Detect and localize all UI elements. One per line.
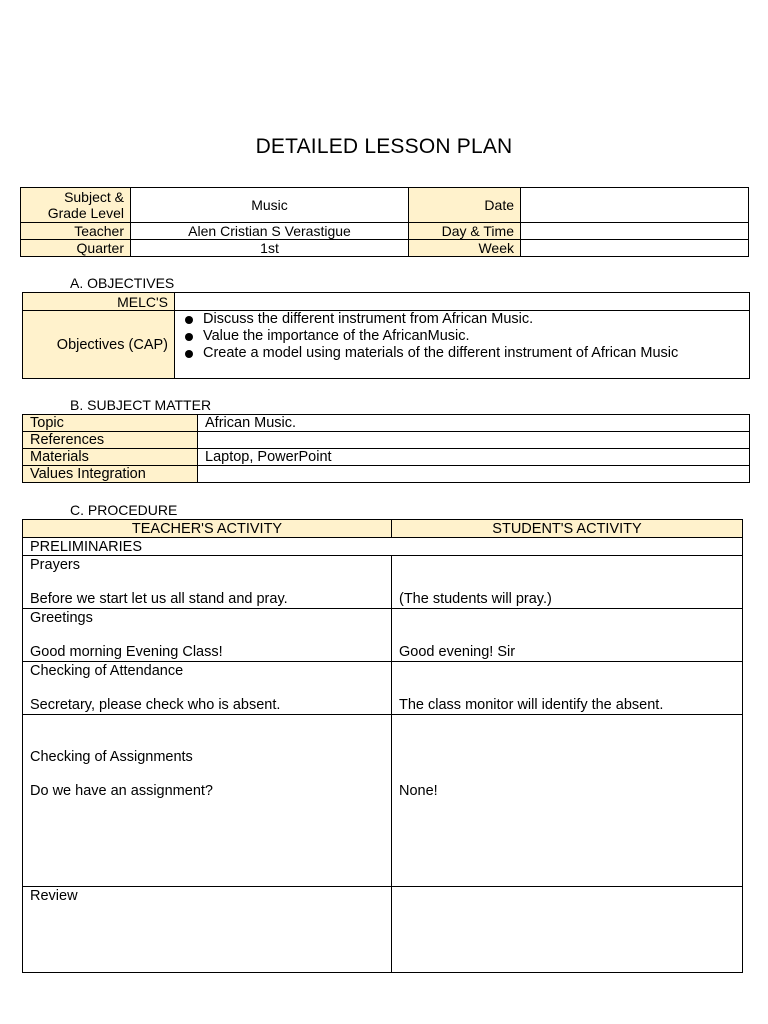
student-activity-cell[interactable] bbox=[392, 662, 743, 715]
teacher-activity-text: Good morning Evening Class! bbox=[30, 644, 223, 660]
teacher-activity-cell[interactable] bbox=[23, 662, 392, 715]
subject-matter-table bbox=[22, 414, 750, 483]
table-row bbox=[23, 715, 743, 887]
teacher-label: Teacher bbox=[21, 223, 131, 240]
table-row bbox=[23, 887, 743, 973]
teacher-value[interactable]: Alen Cristian S Verastigue bbox=[131, 223, 409, 240]
student-activity-cell[interactable] bbox=[392, 556, 743, 609]
activity-heading: Checking of Attendance bbox=[30, 663, 184, 679]
week-value[interactable] bbox=[521, 240, 749, 257]
teacher-activity-text: Secretary, please check who is absent. bbox=[30, 697, 281, 713]
melcs-label: MELC'S bbox=[23, 293, 175, 311]
student-activity-cell[interactable] bbox=[392, 715, 743, 887]
student-activity-header: STUDENT'S ACTIVITY bbox=[392, 520, 743, 538]
objectives-list bbox=[177, 311, 743, 362]
subject-value[interactable]: Music bbox=[131, 188, 409, 223]
activity-heading: Prayers bbox=[30, 557, 80, 573]
objectives-section-title: A. OBJECTIVES bbox=[70, 275, 175, 291]
table-row bbox=[23, 609, 743, 662]
objectives-cap-label: Objectives (CAP) bbox=[23, 311, 175, 379]
preliminaries-heading: PRELIMINARIES bbox=[23, 538, 743, 556]
week-label: Week bbox=[409, 240, 521, 257]
objective-text: Create a model using materials of the different instrument of African Music bbox=[203, 345, 679, 361]
lesson-info-table bbox=[20, 187, 749, 257]
references-value[interactable] bbox=[198, 432, 750, 449]
melcs-value[interactable] bbox=[175, 293, 750, 311]
references-label: References bbox=[23, 432, 198, 449]
teacher-activity-text: Do we have an assignment? bbox=[30, 783, 213, 799]
subject-label: Subject & Grade Level bbox=[21, 188, 131, 223]
values-integration-value[interactable] bbox=[198, 466, 750, 483]
date-label: Date bbox=[409, 188, 521, 223]
materials-value[interactable]: Laptop, PowerPoint bbox=[198, 449, 750, 466]
subject-matter-section-title: B. SUBJECT MATTER bbox=[70, 397, 212, 413]
topic-label: Topic bbox=[23, 415, 198, 432]
student-activity-text: The class monitor will identify the absent. bbox=[399, 697, 664, 713]
activity-heading: Review bbox=[30, 888, 78, 904]
objective-item bbox=[177, 345, 743, 362]
table-row bbox=[23, 556, 743, 609]
bullet-icon bbox=[185, 350, 193, 358]
student-activity-text: Good evening! Sir bbox=[399, 644, 516, 660]
teacher-activity-text: Before we start let us all stand and pray. bbox=[30, 591, 288, 607]
procedure-section-title: C. PROCEDURE bbox=[70, 502, 178, 518]
activity-heading: Checking of Assignments bbox=[30, 749, 193, 765]
bullet-icon bbox=[185, 333, 193, 341]
student-activity-text: (The students will pray.) bbox=[399, 591, 552, 607]
objectives-list-cell bbox=[175, 311, 750, 379]
table-row bbox=[23, 662, 743, 715]
objective-item bbox=[177, 328, 743, 345]
quarter-label: Quarter bbox=[21, 240, 131, 257]
objective-text: Discuss the different instrument from African Music. bbox=[203, 311, 534, 327]
daytime-value[interactable] bbox=[521, 223, 749, 240]
teacher-activity-cell[interactable] bbox=[23, 887, 392, 973]
teacher-activity-cell[interactable] bbox=[23, 715, 392, 887]
student-activity-text: None! bbox=[399, 783, 438, 799]
date-value[interactable] bbox=[521, 188, 749, 223]
quarter-value[interactable]: 1st bbox=[131, 240, 409, 257]
student-activity-cell[interactable] bbox=[392, 887, 743, 973]
bullet-icon bbox=[185, 316, 193, 324]
objective-text: Value the importance of the AfricanMusic. bbox=[203, 328, 470, 344]
values-integration-label: Values Integration bbox=[23, 466, 198, 483]
topic-value[interactable]: African Music. bbox=[198, 415, 750, 432]
materials-label: Materials bbox=[23, 449, 198, 466]
objectives-table bbox=[22, 292, 750, 379]
teacher-activity-cell[interactable] bbox=[23, 609, 392, 662]
daytime-label: Day & Time bbox=[409, 223, 521, 240]
document-title: DETAILED LESSON PLAN bbox=[255, 135, 513, 158]
teacher-activity-cell[interactable] bbox=[23, 556, 392, 609]
objective-item bbox=[177, 311, 743, 328]
student-activity-cell[interactable] bbox=[392, 609, 743, 662]
procedure-table bbox=[22, 519, 743, 973]
teacher-activity-header: TEACHER'S ACTIVITY bbox=[23, 520, 392, 538]
activity-heading: Greetings bbox=[30, 610, 93, 626]
